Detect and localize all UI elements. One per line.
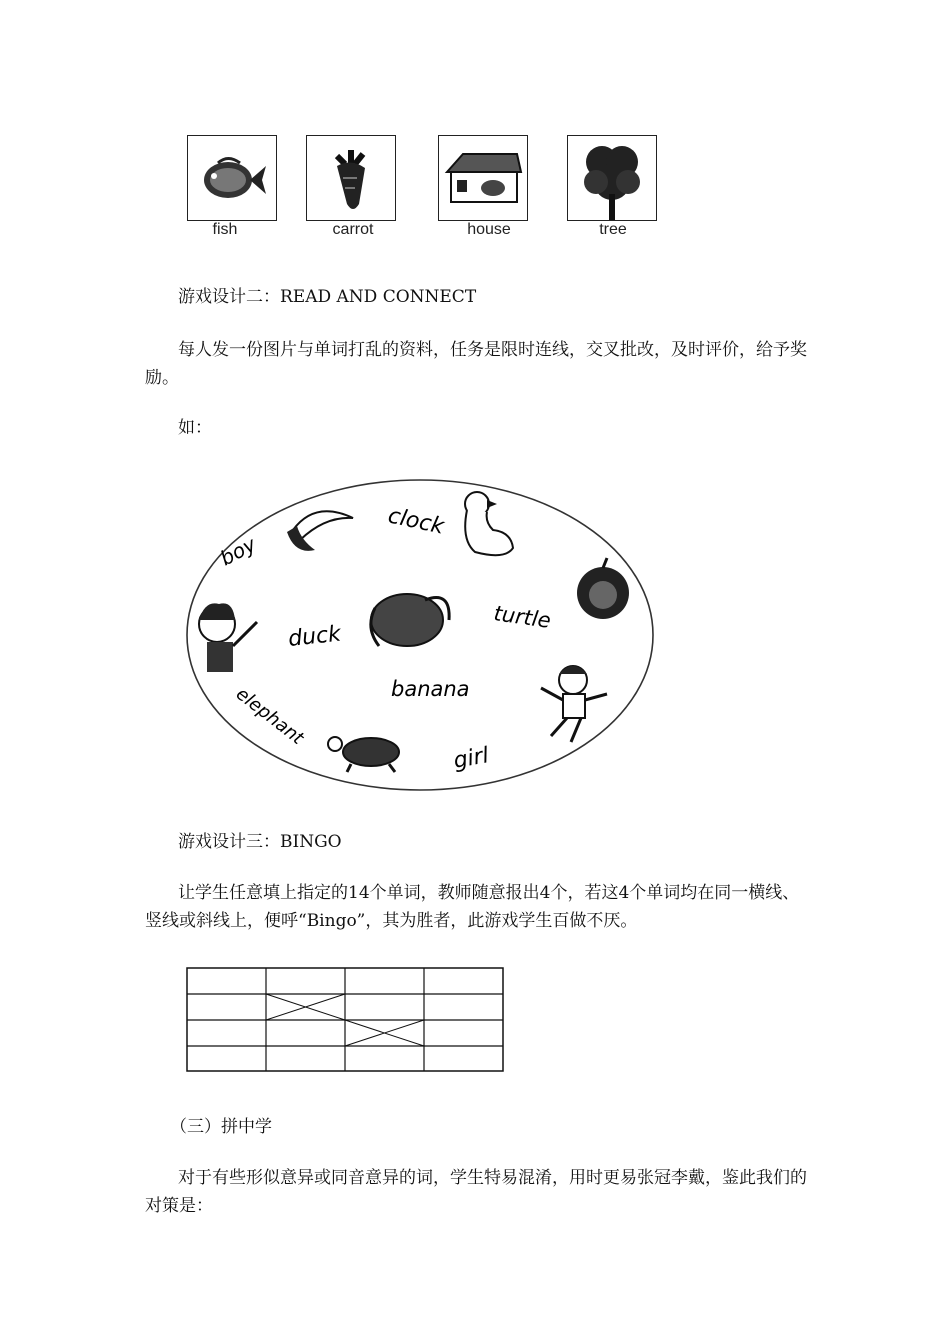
section3-heading: （三）拼中学	[170, 1117, 272, 1137]
turtle-icon	[328, 737, 399, 772]
word-elephant: elephant	[231, 683, 308, 749]
fish-label: fish	[212, 221, 238, 238]
tree-label: tree	[599, 221, 627, 238]
word-duck: duck	[287, 621, 343, 652]
carrot-card	[306, 135, 396, 221]
fish-icon	[188, 136, 276, 220]
bingo-grid	[186, 967, 504, 1073]
tree-card	[567, 135, 657, 221]
read-and-connect-illustration	[175, 460, 675, 805]
word-clock: clock	[385, 503, 447, 540]
house-label: house	[467, 221, 511, 238]
carrot-label: carrot	[332, 221, 374, 238]
house-card	[438, 135, 528, 221]
bingo-cross-2	[345, 1020, 424, 1046]
elephant-icon	[371, 594, 449, 646]
carrot-icon	[307, 136, 395, 220]
tree-icon	[568, 136, 656, 220]
game3-heading: 游戏设计三：BINGO	[178, 832, 342, 852]
word-banana: banana	[391, 677, 470, 701]
house-icon	[439, 136, 527, 220]
example-label: 如：	[178, 418, 212, 438]
boy-icon	[541, 666, 607, 742]
apple-icon	[577, 558, 629, 619]
duck-icon	[465, 492, 513, 555]
word-boy: boy	[216, 531, 260, 571]
section3-body: 对于有些形似意异或同音意异的词，学生特易混淆，用时更易张冠李戴，鉴此我们的对策是：	[145, 1168, 807, 1216]
girl-icon	[199, 603, 257, 672]
bingo-cross-1	[266, 994, 345, 1020]
word-girl: girl	[451, 743, 491, 774]
banana-icon	[287, 511, 353, 551]
word-turtle: turtle	[492, 601, 553, 633]
game2-body: 每人发一份图片与单词打乱的资料，任务是限时连线，交叉批改，及时评价，给予奖励。	[145, 340, 807, 388]
game3-body: 让学生任意填上指定的14个单词，教师随意报出4个，若这4个单词均在同一横线、竖线或斜线上，便呼“Bingo”，其为胜者，此游戏学生百做不厌。	[145, 883, 800, 931]
game2-heading: 游戏设计二：READ AND CONNECT	[178, 287, 477, 307]
fish-card	[187, 135, 277, 221]
